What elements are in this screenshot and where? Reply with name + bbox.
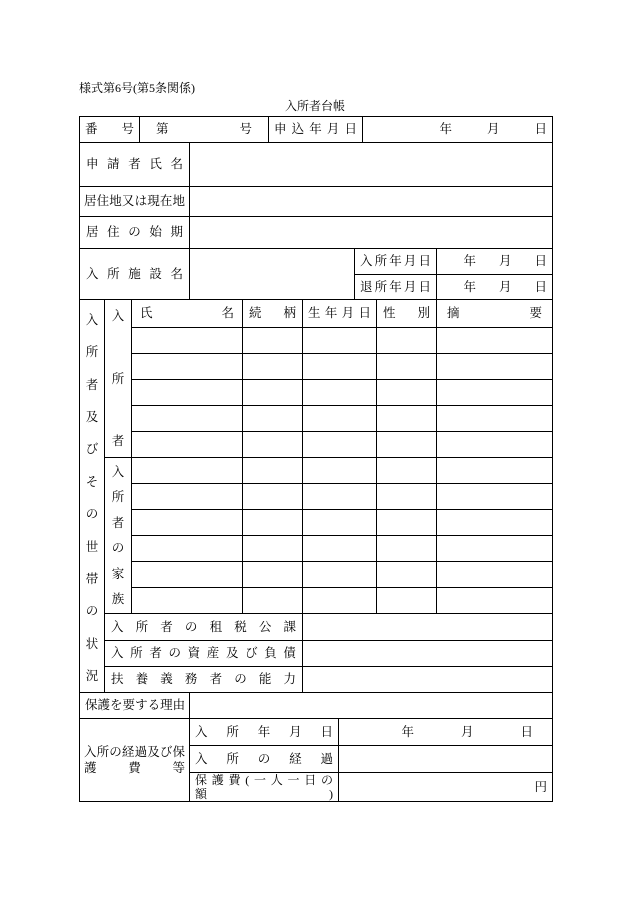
column-header-relationship-char: 柄 <box>283 306 296 320</box>
fee-label-char: ( <box>245 773 250 787</box>
column-header-relationship-line <box>249 306 296 321</box>
family-remarks-cell <box>436 483 553 510</box>
residence-start-label-char: 居 <box>86 225 99 239</box>
applicant-name-label-char: 請 <box>107 157 120 171</box>
column-header-relationship-char: 続 <box>249 306 262 320</box>
household-section-label-char: 世 <box>85 539 99 554</box>
reason-label-char: す <box>135 698 148 712</box>
column-header-birthdate-char: 日 <box>358 306 371 320</box>
resident-group-label <box>104 299 132 458</box>
discharge-date-label-char: 月 <box>403 279 417 294</box>
assets-label-char: 産 <box>206 646 220 660</box>
assets-label-char: 資 <box>187 646 201 660</box>
family-name-cell <box>131 509 243 536</box>
year-unit: 年 <box>401 724 414 739</box>
family-birthdate-cell <box>302 509 377 536</box>
discharge-date-label <box>354 274 437 300</box>
reason-label <box>79 692 190 719</box>
month-unit: 月 <box>486 122 500 136</box>
address-label-char: 現 <box>147 194 160 208</box>
household-section-label-char: 帯 <box>85 571 99 586</box>
discharge-date-label-line <box>360 280 431 295</box>
column-header-relationship <box>242 299 303 328</box>
address-label-char: 又 <box>121 194 135 208</box>
resident-group-label-char: 者 <box>111 434 125 448</box>
residence-start-label-char: 住 <box>107 225 120 239</box>
progress-section-label-line <box>84 744 185 760</box>
admission-date-label-char: 入 <box>360 254 373 268</box>
family-remarks-cell <box>436 509 553 536</box>
discharge-date-label-char: 日 <box>418 279 431 294</box>
tax-label-line <box>111 620 296 635</box>
assets-label-char: 入 <box>111 646 124 660</box>
family-sex-cell <box>376 535 437 562</box>
fee-label-line <box>195 787 333 801</box>
household-section-label-char: 況 <box>85 668 99 683</box>
family-name-cell <box>131 457 243 484</box>
progress-section-label-char: 所 <box>96 745 110 759</box>
fee-value <box>338 772 553 802</box>
residence-start-label-char: 期 <box>170 225 183 239</box>
number-value <box>139 116 269 143</box>
history-label-char: 経 <box>289 751 302 766</box>
fee-unit: 円 <box>534 779 547 794</box>
facility-name-label-char: 施 <box>128 266 141 281</box>
day-unit: 日 <box>534 122 547 136</box>
family-remarks-cell <box>436 561 553 588</box>
column-header-remarks-char: 摘 <box>447 306 460 320</box>
applicant-name-label-char: 氏 <box>149 157 162 171</box>
tax-label-char: 者 <box>160 619 173 634</box>
month-unit: 月 <box>460 724 474 739</box>
progress-admission-date-label-char: 入 <box>195 724 208 739</box>
application-date-label <box>268 116 363 143</box>
resident-remarks-cell <box>436 405 553 432</box>
history-label <box>189 745 339 773</box>
discharge-date-label-char: 退 <box>360 279 373 294</box>
support-label <box>104 666 303 693</box>
application-date-value <box>362 116 553 143</box>
progress-section-label-char: 経 <box>121 745 135 759</box>
history-label-line <box>195 752 333 767</box>
household-section-label-char: そ <box>85 474 99 489</box>
residence-start-value <box>189 216 553 249</box>
resident-group-label-char: 入 <box>111 309 125 323</box>
number-suffix: 号 <box>239 122 252 136</box>
facility-name-label-char: 名 <box>170 266 183 281</box>
resident-birthdate-cell <box>302 405 377 432</box>
column-header-birthdate <box>302 299 377 328</box>
day-unit: 日 <box>534 254 547 268</box>
resident-remarks-cell <box>436 327 553 354</box>
tax-label-char: 公 <box>258 619 272 634</box>
column-header-birthdate-char: 月 <box>341 306 355 320</box>
residence-start-label <box>79 216 190 249</box>
address-label-char: は <box>134 194 148 208</box>
assets-label <box>104 640 303 667</box>
assets-label-char: 者 <box>149 646 162 660</box>
number-prefix: 第 <box>156 122 169 136</box>
resident-relationship-cell <box>242 379 303 406</box>
family-name-cell <box>131 483 243 510</box>
address-label-char: 在 <box>159 194 173 208</box>
column-header-remarks <box>436 299 553 328</box>
column-header-birthdate-char: 生 <box>308 306 321 320</box>
resident-birthdate-cell <box>302 353 377 380</box>
admission-date-label-char: 日 <box>418 254 431 268</box>
history-label-char: 入 <box>195 751 208 766</box>
family-birthdate-cell <box>302 457 377 484</box>
fee-label-char: 保 <box>195 773 208 787</box>
assets-label-char: 債 <box>283 646 296 660</box>
progress-admission-date-label-char: 月 <box>289 724 302 739</box>
resident-birthdate-cell <box>302 431 377 458</box>
address-label-line <box>84 194 185 209</box>
address-value <box>189 186 553 217</box>
resident-name-cell <box>131 405 243 432</box>
resident-relationship-cell <box>242 431 303 458</box>
reason-label-char: 保 <box>85 698 98 712</box>
tax-label-char: 租 <box>209 619 223 634</box>
resident-remarks-cell <box>436 379 553 406</box>
family-remarks-cell <box>436 535 553 562</box>
progress-section-label-char: 入 <box>84 745 97 759</box>
progress-admission-date-label-line <box>195 725 333 740</box>
support-label-char: の <box>234 672 247 686</box>
number-label-char: 号 <box>121 122 134 136</box>
year-unit: 年 <box>439 122 452 136</box>
family-group-label-char: の <box>111 541 125 556</box>
progress-admission-date-label-char: 年 <box>257 724 271 739</box>
household-section-label-char: び <box>85 442 99 457</box>
household-section-label-char: の <box>85 604 99 619</box>
applicant-name-label-char: 申 <box>86 157 99 171</box>
form-title: 入所者台帳 <box>284 99 345 113</box>
application-date-label-char: 申 <box>274 122 287 136</box>
admission-date-label-char: 所 <box>374 254 388 268</box>
support-label-char: 義 <box>160 672 173 686</box>
day-unit: 日 <box>534 279 547 294</box>
address-label-char: 地 <box>109 194 122 208</box>
family-sex-cell <box>376 561 437 588</box>
residence-start-label-char: の <box>128 225 141 239</box>
history-label-char: の <box>257 751 271 766</box>
address-label-char: 住 <box>96 194 110 208</box>
resident-sex-cell <box>376 353 437 380</box>
fee-label-char: 一 <box>253 773 266 787</box>
progress-section-label-char: 及 <box>147 745 160 759</box>
household-section-label <box>79 299 105 693</box>
reason-label-char: 要 <box>122 698 136 712</box>
reason-label-char: る <box>147 698 161 712</box>
residence-start-label-line <box>86 225 183 240</box>
family-remarks-cell <box>436 457 553 484</box>
tax-label-char: の <box>184 619 198 634</box>
resident-sex-cell <box>376 379 437 406</box>
household-section-label-char: 入 <box>85 313 99 327</box>
resident-name-cell <box>131 327 243 354</box>
fee-label-char: 人 <box>270 773 283 787</box>
resident-birthdate-cell <box>302 327 377 354</box>
column-header-sex-char: 性 <box>383 306 396 320</box>
application-date-label-char: 月 <box>326 122 340 136</box>
facility-name-label-line <box>86 267 183 282</box>
column-header-sex <box>376 299 437 328</box>
address-label-char: 居 <box>84 194 97 208</box>
column-header-sex-char: 別 <box>417 306 430 320</box>
family-sex-cell <box>376 483 437 510</box>
resident-sex-cell <box>376 327 437 354</box>
number-label-char: 番 <box>85 122 98 136</box>
history-label-char: 所 <box>226 751 239 766</box>
support-label-char: 養 <box>135 672 149 686</box>
support-label-char: 者 <box>209 672 223 686</box>
address-label-char: 地 <box>172 194 185 208</box>
family-name-cell <box>131 587 243 614</box>
admission-date-label-char: 年 <box>389 254 402 268</box>
family-group-label-char: 家 <box>111 566 125 581</box>
reason-label-char: 由 <box>172 698 186 712</box>
resident-sex-cell <box>376 405 437 432</box>
admission-date-label <box>354 248 437 275</box>
family-relationship-cell <box>242 535 303 562</box>
assets-label-line <box>111 646 296 661</box>
assets-label-char: 及 <box>225 646 239 660</box>
admission-date-label-line <box>360 254 431 269</box>
fee-label-char: の <box>320 773 333 787</box>
discharge-date-label-char: 所 <box>374 279 388 294</box>
tax-label-char: 入 <box>111 619 124 634</box>
progress-admission-date-label-char: 日 <box>320 724 333 739</box>
family-remarks-cell <box>436 587 553 614</box>
resident-name-cell <box>131 431 243 458</box>
household-section-label-char: の <box>85 507 99 522</box>
tax-label-char: 課 <box>283 619 296 634</box>
support-label-char: 務 <box>184 672 198 686</box>
admission-date-value <box>436 248 553 275</box>
family-birthdate-cell <box>302 561 377 588</box>
month-unit: 月 <box>498 254 512 268</box>
form-code: 様式第6号(第5条関係) <box>79 81 195 95</box>
tax-value <box>302 613 553 641</box>
support-value <box>302 666 553 693</box>
application-date-label-char: 込 <box>291 122 305 136</box>
tax-label <box>104 613 303 641</box>
column-header-sex-line <box>383 306 430 321</box>
household-section-label-char: 及 <box>85 410 99 425</box>
year-unit: 年 <box>463 254 476 268</box>
column-header-name-char: 氏 <box>140 306 153 320</box>
fee-label-line <box>195 773 333 787</box>
facility-name-label-char: 設 <box>149 266 162 281</box>
family-sex-cell <box>376 587 437 614</box>
number-label <box>79 116 140 143</box>
tax-label-char: 所 <box>135 619 149 634</box>
resident-group-label-char: 所 <box>111 371 125 386</box>
household-section-label-char: 状 <box>85 636 99 651</box>
progress-section-label-char: の <box>109 745 122 759</box>
family-relationship-cell <box>242 509 303 536</box>
year-unit: 年 <box>463 279 476 294</box>
resident-birthdate-cell <box>302 379 377 406</box>
support-label-line <box>111 672 296 687</box>
applicant-name-label-char: 名 <box>170 157 183 171</box>
resident-relationship-cell <box>242 353 303 380</box>
family-sex-cell <box>376 457 437 484</box>
resident-relationship-cell <box>242 327 303 354</box>
resident-sex-cell <box>376 431 437 458</box>
assets-label-char: 負 <box>264 646 277 660</box>
progress-section-label-char: 費 <box>128 761 141 775</box>
family-name-cell <box>131 561 243 588</box>
reason-label-line <box>85 698 184 713</box>
family-group-label <box>104 457 132 614</box>
progress-admission-date-label-char: 所 <box>226 724 239 739</box>
number-label-line <box>85 122 134 137</box>
column-header-name <box>131 299 243 328</box>
admission-date-label-char: 月 <box>403 254 417 268</box>
family-birthdate-cell <box>302 483 377 510</box>
discharge-date-label-char: 年 <box>389 279 402 294</box>
progress-admission-date-value <box>338 718 553 746</box>
reason-value <box>189 692 553 719</box>
household-section-label-char: 者 <box>85 377 99 392</box>
progress-section-label <box>79 718 190 802</box>
application-date-label-char: 日 <box>344 122 357 136</box>
family-group-label-char: 者 <box>111 515 125 530</box>
family-group-label-char: 所 <box>111 490 125 505</box>
fee-label-char: 一 <box>287 773 300 787</box>
discharge-date-value <box>436 274 553 300</box>
reason-label-char: を <box>110 698 123 712</box>
resident-relationship-cell <box>242 405 303 432</box>
family-group-label-char: 入 <box>111 465 125 479</box>
household-section-label-char: 所 <box>85 345 99 360</box>
applicant-name-label-char: 者 <box>128 157 141 171</box>
family-sex-cell <box>376 509 437 536</box>
column-header-name-char: 名 <box>221 306 234 320</box>
resident-remarks-cell <box>436 431 553 458</box>
family-relationship-cell <box>242 561 303 588</box>
progress-section-label-char: 保 <box>172 745 185 759</box>
support-label-char: 力 <box>283 672 296 686</box>
facility-name-label <box>79 248 190 300</box>
facility-name-label-char: 入 <box>86 266 99 281</box>
fee-label-char: 日 <box>304 773 317 787</box>
family-name-cell <box>131 535 243 562</box>
reason-label-char: 護 <box>97 698 111 712</box>
support-label-char: 扶 <box>111 672 124 686</box>
family-relationship-cell <box>242 457 303 484</box>
column-header-name-line <box>140 306 234 321</box>
progress-section-label-line <box>84 760 185 776</box>
fee-label <box>189 772 339 802</box>
facility-name-label-char: 所 <box>107 266 120 281</box>
address-label <box>79 186 190 217</box>
assets-label-char: び <box>245 646 258 660</box>
progress-admission-date-label <box>189 718 339 746</box>
column-header-birthdate-line <box>308 306 371 321</box>
month-unit: 月 <box>498 279 512 294</box>
progress-section-label-char: び <box>159 745 173 759</box>
assets-label-char: の <box>168 646 181 660</box>
progress-section-label-char: 過 <box>134 745 148 759</box>
family-relationship-cell <box>242 587 303 614</box>
tax-label-char: 税 <box>234 619 247 634</box>
reason-label-char: 理 <box>160 698 173 712</box>
applicant-name-label <box>79 142 190 187</box>
resident-name-cell <box>131 379 243 406</box>
day-unit: 日 <box>520 724 533 739</box>
applicant-name-value <box>189 142 553 187</box>
resident-remarks-cell <box>436 353 553 380</box>
residence-start-label-char: 始 <box>149 225 162 239</box>
column-header-remarks-line <box>447 306 542 321</box>
family-birthdate-cell <box>302 587 377 614</box>
family-group-label-char: 族 <box>111 591 125 606</box>
applicant-name-label-line <box>86 157 183 172</box>
fee-label-char: 額 <box>195 787 208 801</box>
resident-name-cell <box>131 353 243 380</box>
family-relationship-cell <box>242 483 303 510</box>
support-label-char: 能 <box>258 672 272 686</box>
application-date-label-line <box>274 122 357 137</box>
progress-section-label-char: 護 <box>84 761 97 775</box>
fee-label-char: 護 <box>211 773 224 787</box>
application-date-label-char: 年 <box>309 122 322 136</box>
facility-name-value <box>189 248 355 300</box>
assets-label-char: 所 <box>130 646 143 660</box>
progress-section-label-char: 等 <box>172 761 185 775</box>
history-label-char: 過 <box>320 751 333 766</box>
column-header-birthdate-char: 年 <box>324 306 338 320</box>
history-value <box>338 745 553 773</box>
assets-value <box>302 640 553 667</box>
family-birthdate-cell <box>302 535 377 562</box>
fee-label-char: ) <box>329 787 333 801</box>
column-header-remarks-char: 要 <box>529 306 542 320</box>
fee-label-char: 費 <box>228 773 241 787</box>
